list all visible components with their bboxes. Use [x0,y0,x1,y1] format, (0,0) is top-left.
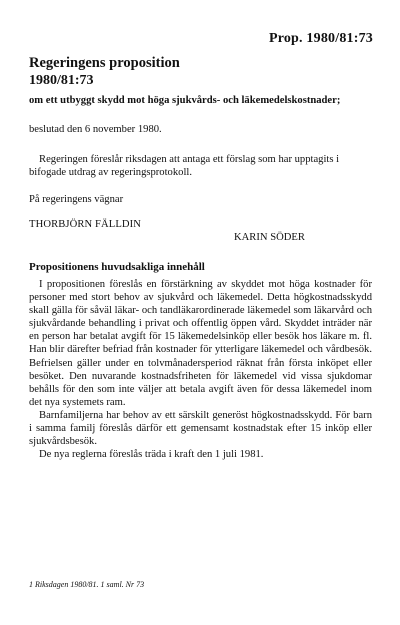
summary-body [29,278,372,461]
decision-date: beslutad den 6 november 1980. [29,124,162,135]
page-footer: 1 Riksdagen 1980/81. 1 saml. Nr 73 [29,580,145,589]
on-behalf-line: På regeringens vägnar [29,194,124,205]
document-subtitle: om ett utbyggt skydd mot höga sjukvårds- och läkemedelskostnader; [29,95,341,106]
section-heading: Propositionens huvudsakliga innehåll [29,261,205,273]
signature-second: KARIN SÖDER [234,232,305,243]
summary-paragraph-3: De nya reglerna föreslås träda i kraft den 1 juli 1981. [39,449,264,461]
document-number: 1980/81:73 [29,73,94,88]
document-title: Regeringens proposition [29,55,180,71]
summary-paragraph-2: Barnfamiljerna har behov av ett särskilt generöst högkostnadsskydd. För barn i samma familj föreslås därför ett gemensamt kostnadstak efter 15 inköp eller sjukvårdsbesök. [29,409,372,448]
summary-paragraph-1: I propositionen föreslås en förstärkning av skyddet mot höga kostnader för personer med stort behov av sjukvård och läkemedel. Detta högkostnadsskydd skall gälla för såväl läkar- och tandläkarordinerade läkemedel som läkarvård och sjukvårdande behandling i privat och offentlig öppen vård. Skyddet inträder när en person har betalat avgift för 15 läkemedelsinköp eller besök hos läkare m. fl. Han blir därefter befriad från kostnader för ytterligare läkemedel och vårdbesök. Befrielsen gäller under en tolvmånadersperiod räknat från första inköpet eller besöket. Den nuvarande kostnadsfriheten för läkemedel vid vissa sjukdomar behålls för den som inte väljer att betala avgift även för dessa läkemedel inom det nya systemets ram. [29,279,372,408]
intro-paragraph: Regeringen föreslår riksdagen att antaga ett förslag som har upptagits i bifogade utdrag av regeringsprotokoll. [29,154,340,178]
signature-first: THORBJÖRN FÄLLDIN [29,219,142,230]
proposition-number-header: Prop. 1980/81:73 [268,31,373,46]
